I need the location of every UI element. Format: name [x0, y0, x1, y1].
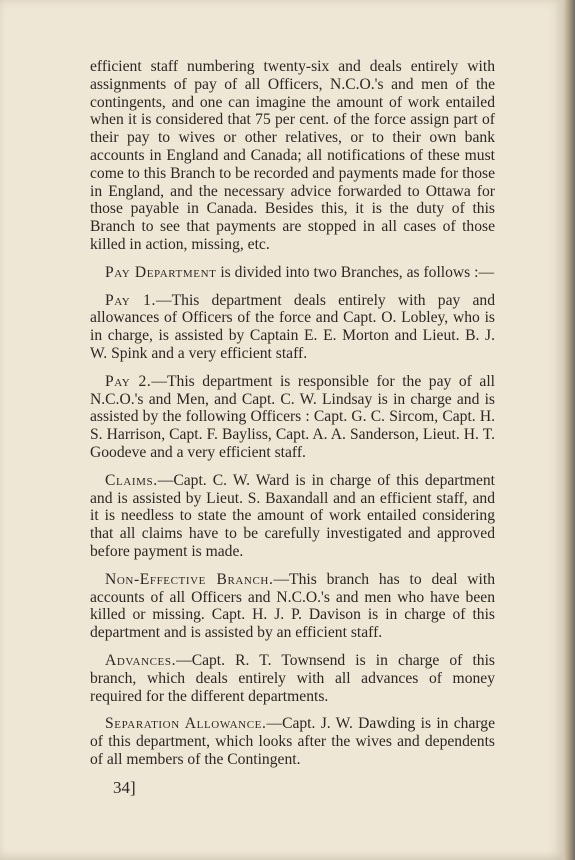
paragraph-heading: Separation Allowance.	[105, 715, 267, 733]
paragraph-advances	[90, 652, 495, 705]
paragraph-heading: Pay 1.	[105, 291, 157, 309]
paragraph-text: is divided into two Branches, as follows :—	[216, 263, 495, 281]
paragraph-heading: Non-Effective Branch.	[105, 570, 274, 588]
paragraph-pay-department	[90, 264, 495, 282]
paragraph-text: —This branch has to deal with accounts of all Officers and N.C.O.'s and men who have been killed or missing. Capt. H. J. P. Davison is in charge of this department and is assisted by an efficient staff.	[90, 570, 495, 642]
paragraph-heading: Pay 2.	[105, 372, 152, 390]
paragraph-text: —Capt. R. T. Townsend is in charge of this branch, which deals entirely with all advances of money required for the different departments.	[90, 651, 495, 705]
paragraph-pay-2	[90, 373, 495, 462]
paragraph-text: —Capt. J. W. Dawding is in charge of this department, which looks after the wives and dependents of all members of the Contingent.	[90, 715, 496, 768]
page-number: 34]	[113, 778, 136, 797]
paragraph-claims	[90, 472, 495, 561]
paragraph-text: efficient staff numbering twenty-six and deals entirely with assignments of pay of all Officers, N.C.O.'s and men of the contingents, and one can imagine the amount of work entailed when it is considered that 75 per cent. of the force assign part of their pay to wives or other relatives, or to their own bank accounts in England and Canada; all notifications of these must come to this Branch to be recorded and payments made for those in England, and the necessary advice forwarded to Ottawa for those payable in Canada. Besides this, it is the duty of this Branch to see that payments are stopped in all cases of those killed in action, missing, etc.	[90, 58, 495, 253]
paragraph-pay-1	[90, 292, 495, 363]
paragraph-text: —Capt. C. W. Ward is in charge of this department and is assisted by Lieut. S. Baxandall and an efficient staff, and it is needless to state the amount of work entailed considering that all claims have to be carefully investigated and approved before payment is made.	[90, 471, 495, 560]
page-body	[90, 58, 495, 779]
paragraph-non-effective	[90, 571, 495, 642]
page-edge-shadow	[563, 0, 575, 860]
paragraph-text: —This department is responsible for the pay of all N.C.O.'s and Men, and Capt. C. W. Lindsay is in charge and is assisted by the following Officers : Capt. G. C. Sircom, Capt. H. S. Harrison, Capt. F. Bayliss, Capt. A. A. Sanderson, Lieut. H. T. Goodeve and a very efficient staff.	[90, 372, 495, 461]
paragraph-heading: Claims.	[105, 471, 158, 489]
paragraph-intro	[90, 58, 495, 254]
paragraph-heading: Advances.	[105, 651, 177, 669]
paragraph-heading: Pay Department	[105, 263, 217, 281]
paragraph-separation-allowance	[90, 715, 495, 768]
paragraph-text: —This department deals entirely with pay and allowances of Officers of the force and Capt. O. Lobley, who is in charge, is assisted by Captain E. E. Morton and Lieut. B. J. W. Spink and a very efficient staff.	[90, 291, 495, 362]
